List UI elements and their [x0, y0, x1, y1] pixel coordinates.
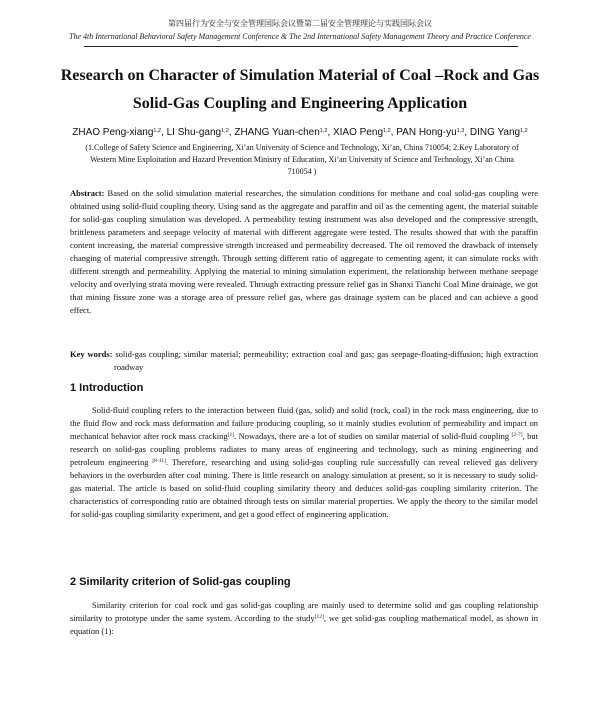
abstract-label: Abstract: — [70, 188, 105, 198]
author-affiliation-sup: 1,2 — [319, 128, 328, 134]
citation: [12] — [314, 614, 324, 620]
paper-title — [50, 62, 550, 118]
section-2-paragraph — [70, 599, 538, 638]
paragraph-text: Similarity criterion for coal rock and gas solid-gas coupling are mainly used to determine solid and gas coupling relationship similarity to prototype under the same system. According to the study — [70, 600, 538, 623]
paragraph-text: , we get solid-gas coupling mathematical model, as shown in equation (1): — [70, 613, 538, 636]
conference-header-english: The 4th International Behavioral Safety Management Conference & The 2nd International Safety Management Theory and Practice Conference — [69, 32, 531, 41]
section-1-paragraph — [70, 404, 538, 521]
author-list: ZHAO Peng-xiang$^{1,2}$, LI Shu-gang$^{1,2}$, ZHANG Yuan-chen$^{1,2}$, XIAO Peng$^{1,2}$, PAN Hong-yu$^{1,3}$, DING Yang$^{1,2}$ — [72, 127, 528, 138]
author-name: ZHAO Peng-xiang — [72, 127, 154, 138]
author-name: DING Yang — [469, 127, 521, 138]
affiliations: (1.College of Safety Science and Engineering, Xi’an University of Science and Technology, Xi’an, China 710054; 2.Key Laboratory of Western Mine Exploitation and Hazard Prevention Ministry of Education, Xi’an University of Science and Technology, Xi’an China 710054 ) — [85, 143, 519, 176]
paragraph-text: Solid-fluid coupling refers to the interaction between fluid (gas, solid) and solid (rock, coal) in the rock mass engineering, due to the fluid flow and rock mass deformation and failure producing coupling, so it mainly studies evolution of permeability and impact on mechanical behavior after rock mass cracking — [70, 405, 538, 441]
keywords — [70, 348, 538, 374]
author-affiliation-sup: 1,2 — [520, 128, 528, 134]
conference-header-chinese: 第四届行为安全与安全管理国际会议暨第二届安全管理理论与实践国际会议 — [168, 19, 432, 28]
title-line-2: Solid-Gas Coupling and Engineering Application — [132, 95, 468, 112]
abstract — [70, 187, 538, 317]
keywords-label: Key words: — [70, 349, 113, 359]
paragraph-text: . Therefore, researching and using solid-gas coupling rule successfully can reveal relieved gas delivery behaviors in the overburden after coal mining. There is little research on analogy simulation at present, so it is necessary to study solid-gas material. The article is based on solid-fluid coupling similarity theory and deduces solid-gas coupling similarity criterion. The characteristics of corresponding ratio are obtained through tests on similar material properties. We apply the theory to the similar model for solid-gas coupling similarity experiment, and get a good effect of engineering application. — [70, 457, 538, 519]
section-2-heading: 2 Similarity criterion of Solid-gas coupling — [70, 576, 291, 588]
citation: [8-11] — [152, 458, 166, 464]
author-name: XIAO Peng — [332, 127, 384, 138]
title-line-1: Research on Character of Simulation Material of Coal –Rock and Gas — [60, 67, 540, 84]
header-rule — [84, 46, 518, 47]
author-affiliation-sup: 1,2 — [383, 128, 391, 134]
paragraph-text: . Nowadays, there are a lot of studies on similar material of solid-fluid coupling — [234, 431, 512, 441]
citation: [1] — [227, 432, 235, 438]
section-1-heading: 1 Introduction — [70, 382, 144, 394]
paragraph-text: , but research on solid-gas coupling problems radiates to many areas of engineering and technology, such as mining engineering and petroleum engineering — [70, 431, 538, 467]
author-affiliation-sup: 1,2 — [153, 128, 162, 134]
author-name: PAN Hong-yu — [396, 127, 457, 138]
author-affiliation-sup: 1,3 — [456, 128, 465, 134]
keywords-text: solid-gas coupling; similar material; permeability; extraction coal and gas; gas seepage-floating-diffusion; high extraction roadway — [114, 349, 538, 372]
abstract-text: Based on the solid simulation material researches, the simulation conditions for methane and coal solid-gas coupling were obtained using solid-fluid coupling theory. Using sand as the aggregate and paraffin and oil as the cementing agent, the material suitable for solid-gas coupling simulation was developed. A permeability testing instrument was also developed and the compressive strength, brittleness parameters and seepage velocity of material with different aggregate were tested. The results showed that with the paraffin content increasing, the material compressive strength increased and permeability decreased. The oil removed the drawback of intensely changing of material compressive strength. Through setting different ratio of aggregate to cementing agent, it can simulate rocks with different strength and permeability. Applying the material to mining simulation experiment, the relationship between methane seepage velocity and overlying strata moving were revealed. Through extracting pressure relief gas in Shanxi Tianchi Coal Mine drainage, we got that mining fissure zone was a storage area of pressure relief gas, where gas drainage system can be placed and can achieve a good effect. — [70, 188, 538, 315]
author-name: LI Shu-gang — [166, 127, 222, 138]
author-name: ZHANG Yuan-chen — [234, 127, 320, 138]
citation: [2-7] — [511, 432, 523, 438]
author-affiliation-sup: 1,2 — [221, 128, 229, 134]
